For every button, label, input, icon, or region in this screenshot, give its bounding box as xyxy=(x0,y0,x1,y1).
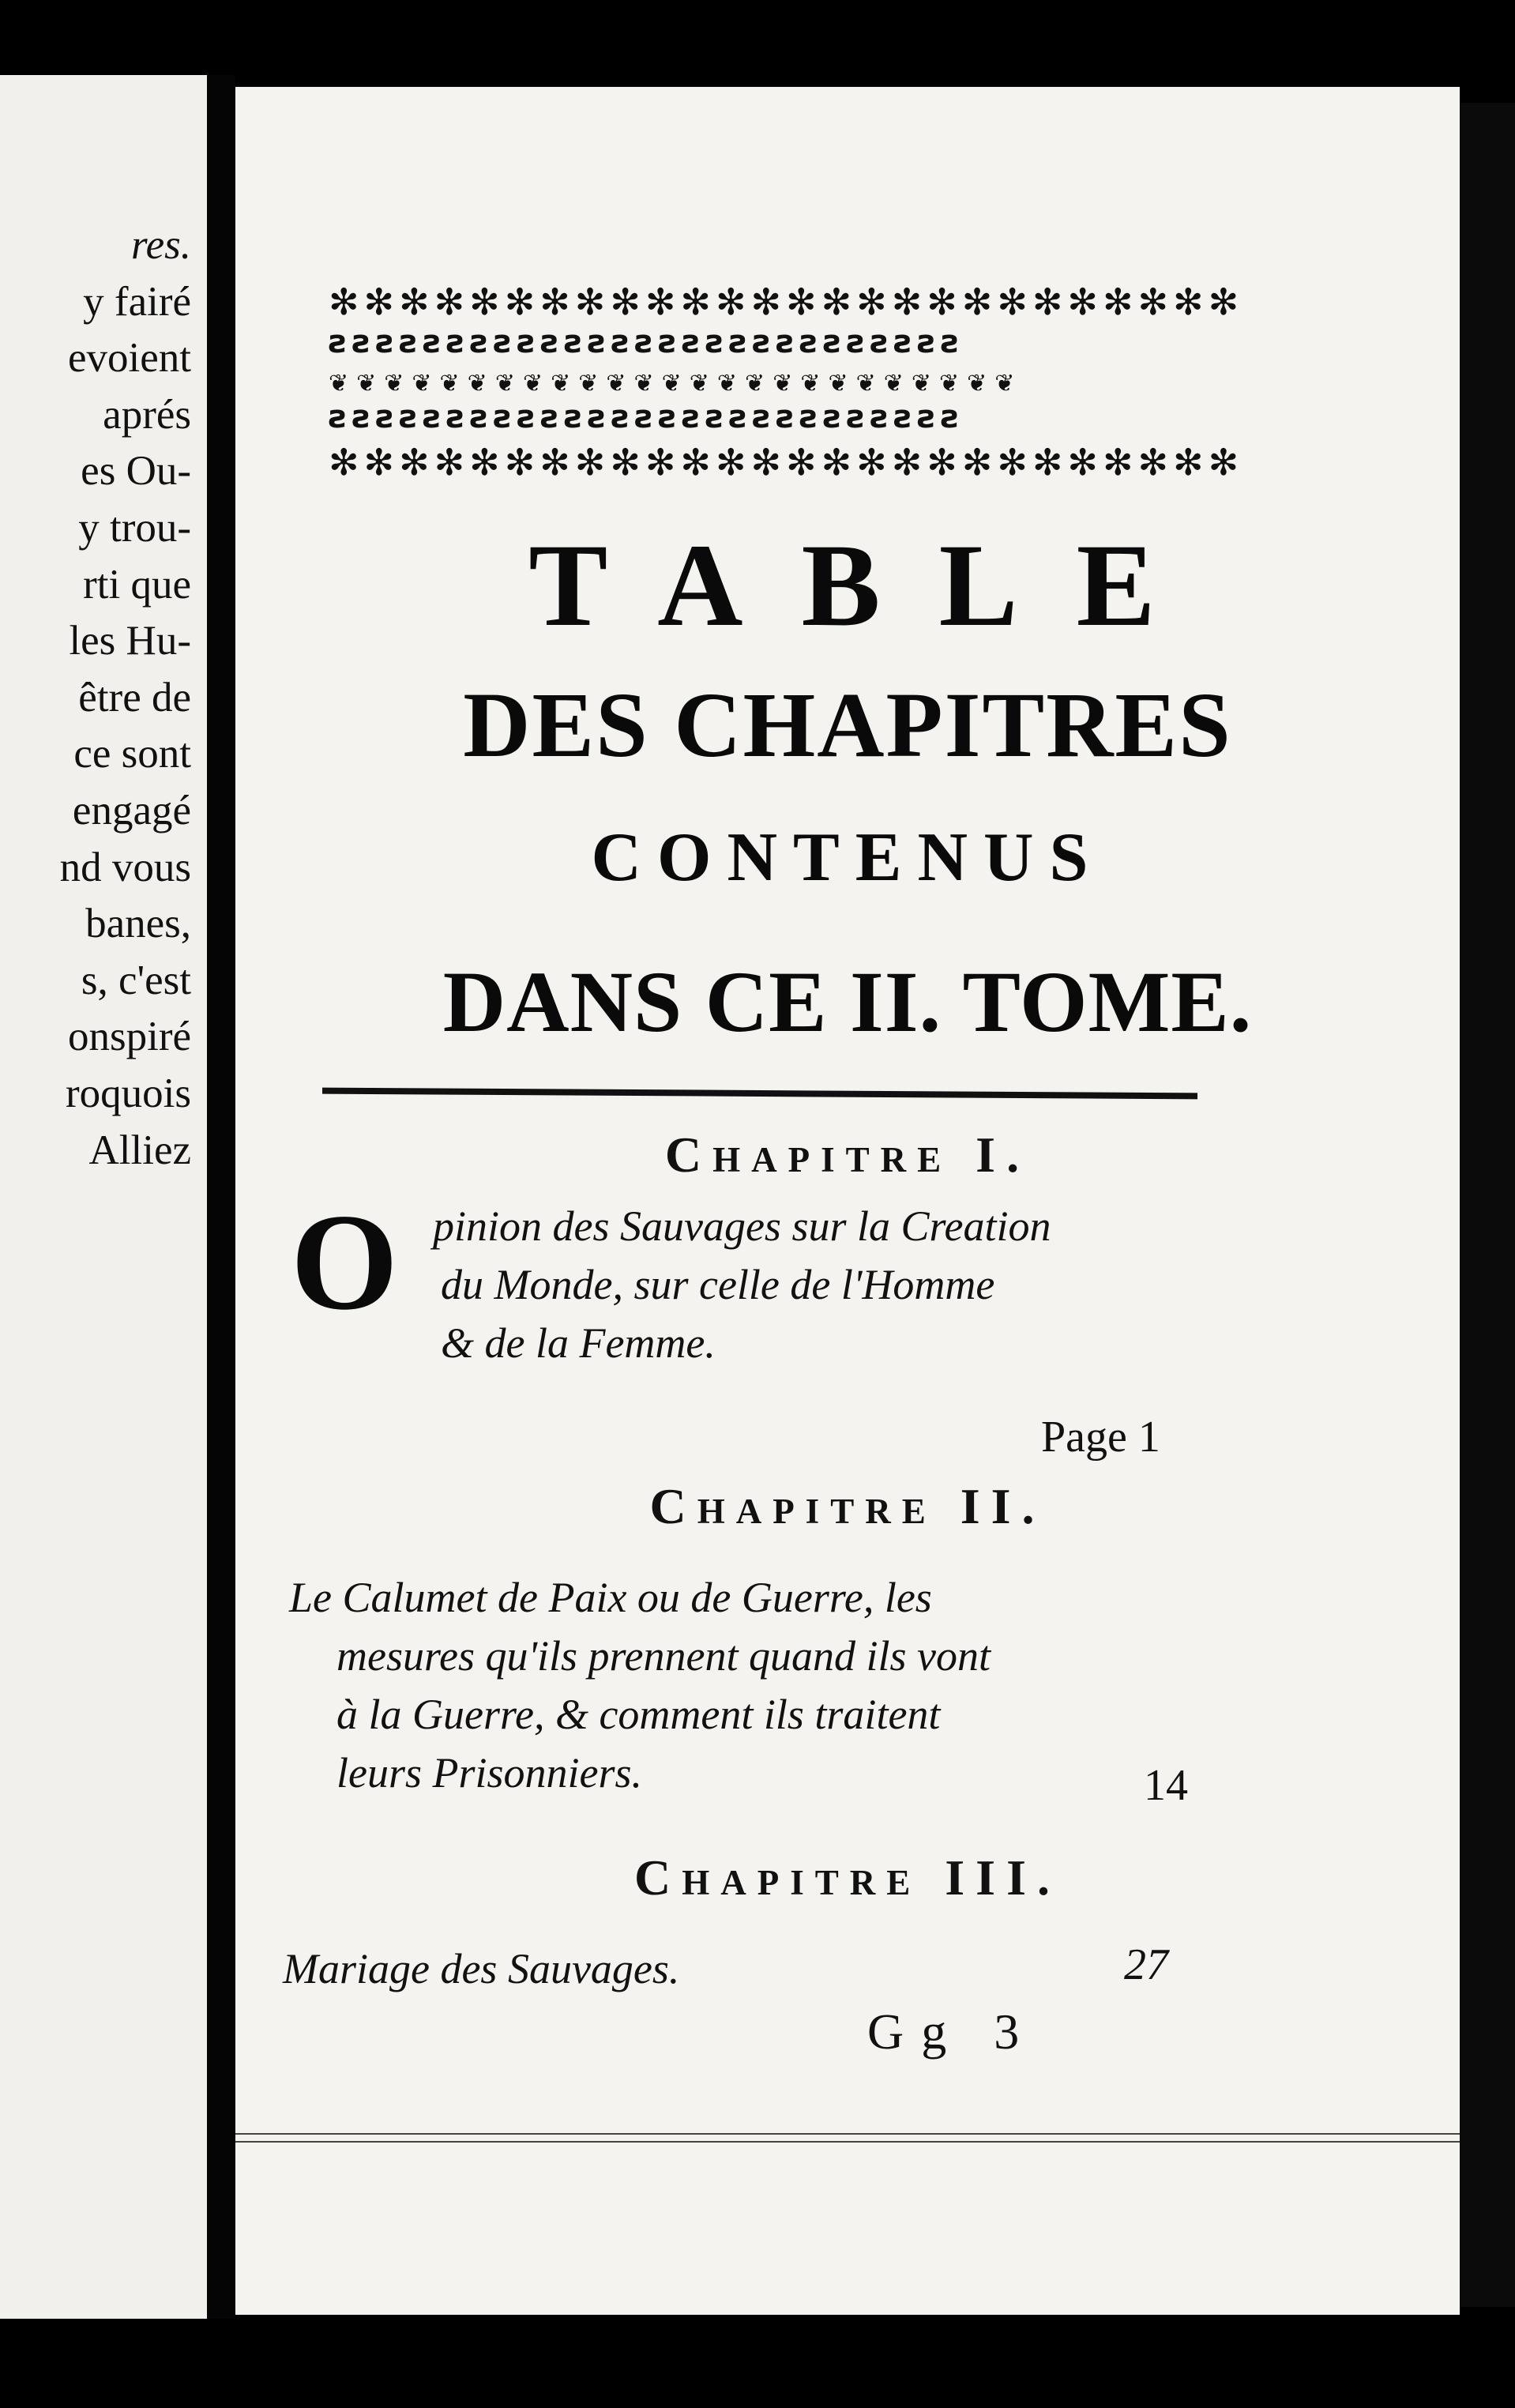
ornament-row-icon: ❦❦❦❦❦❦❦❦❦❦❦❦❦❦❦❦❦❦❦❦❦❦❦❦❦ xyxy=(329,370,1023,397)
drop-cap: O xyxy=(291,1185,399,1338)
left-page-line: ce sont xyxy=(73,731,191,777)
description-line: à la Guerre, & comment ils traitent xyxy=(336,1691,941,1738)
chapter-description xyxy=(283,1940,679,1998)
left-page-line: banes, xyxy=(85,901,191,947)
description-line: pinion des Sauvages sur la Creation xyxy=(433,1202,1051,1250)
book-gutter xyxy=(207,75,235,2319)
left-page-text xyxy=(60,217,191,1179)
left-page-line: y trou- xyxy=(78,504,191,551)
title-table: TABLE xyxy=(528,520,1214,651)
left-page-line: evoient xyxy=(68,335,191,382)
page-reference: 14 xyxy=(1144,1761,1188,1810)
chapter-heading: Chapitre I. xyxy=(664,1127,1031,1183)
scan-artifact-lines xyxy=(235,2133,1460,2143)
ornament-row-icon: ✻✻✻✻✻✻✻✻✻✻✻✻✻✻✻✻✻✻✻✻✻✻✻✻✻✻ xyxy=(329,280,1244,320)
page-reference: 27 xyxy=(1124,1940,1168,1989)
left-page-line: s, c'est xyxy=(81,957,191,1003)
left-page-line: roquois xyxy=(66,1070,191,1116)
chapter-description xyxy=(289,1568,991,1802)
left-page-line: engagé xyxy=(72,787,191,833)
title-tome: DANS CE II. TOME. xyxy=(442,954,1253,1050)
description-line: Mariage des Sauvages. xyxy=(283,1945,680,1992)
left-page-line: Alliez xyxy=(88,1127,191,1173)
left-page-line: les Hu- xyxy=(69,618,191,664)
chapter-heading: Chapitre II. xyxy=(649,1478,1046,1534)
description-line: mesures qu'ils prennent quand ils vont xyxy=(336,1632,991,1680)
left-page-line: aprés xyxy=(103,391,191,438)
left-page-fragment xyxy=(0,75,207,2319)
left-page-line: y fairé xyxy=(83,278,191,325)
left-page-line: res. xyxy=(130,222,191,268)
horizontal-rule xyxy=(322,1088,1197,1100)
description-line: & de la Femme. xyxy=(441,1319,716,1367)
ornament-row-icon: ꙅꙅꙅꙅꙅꙅꙅꙅꙅꙅꙅꙅꙅꙅꙅꙅꙅꙅꙅꙅꙅꙅꙅꙅꙅꙅꙅ xyxy=(329,324,964,360)
left-page-line: être de xyxy=(78,674,191,721)
chapter-heading: Chapitre III. xyxy=(634,1849,1061,1906)
page-reference: Page 1 xyxy=(1041,1413,1160,1462)
left-page-line: onspiré xyxy=(67,1014,191,1060)
ornament-row-icon: ꙅꙅꙅꙅꙅꙅꙅꙅꙅꙅꙅꙅꙅꙅꙅꙅꙅꙅꙅꙅꙅꙅꙅꙅꙅꙅꙅ xyxy=(329,399,964,435)
title-contenus: CONTENUS xyxy=(591,819,1104,896)
ornament-row-icon: ✻✻✻✻✻✻✻✻✻✻✻✻✻✻✻✻✻✻✻✻✻✻✻✻✻✻ xyxy=(329,441,1244,480)
description-line: du Monde, sur celle de l'Homme xyxy=(441,1261,995,1308)
right-page xyxy=(235,87,1460,2315)
signature-mark: Gg 3 xyxy=(867,2004,1037,2060)
left-page-line: nd vous xyxy=(59,844,191,890)
title-des-chapitres: DES CHAPITRES xyxy=(463,673,1232,777)
left-page-line: rti que xyxy=(83,561,191,608)
left-page-line: es Ou- xyxy=(81,448,191,495)
description-line: leurs Prisonniers. xyxy=(336,1749,643,1797)
chapter-description xyxy=(433,1197,1051,1372)
page-edge-shadow xyxy=(1460,103,1515,2307)
description-line: Le Calumet de Paix ou de Guerre, les xyxy=(289,1574,932,1621)
